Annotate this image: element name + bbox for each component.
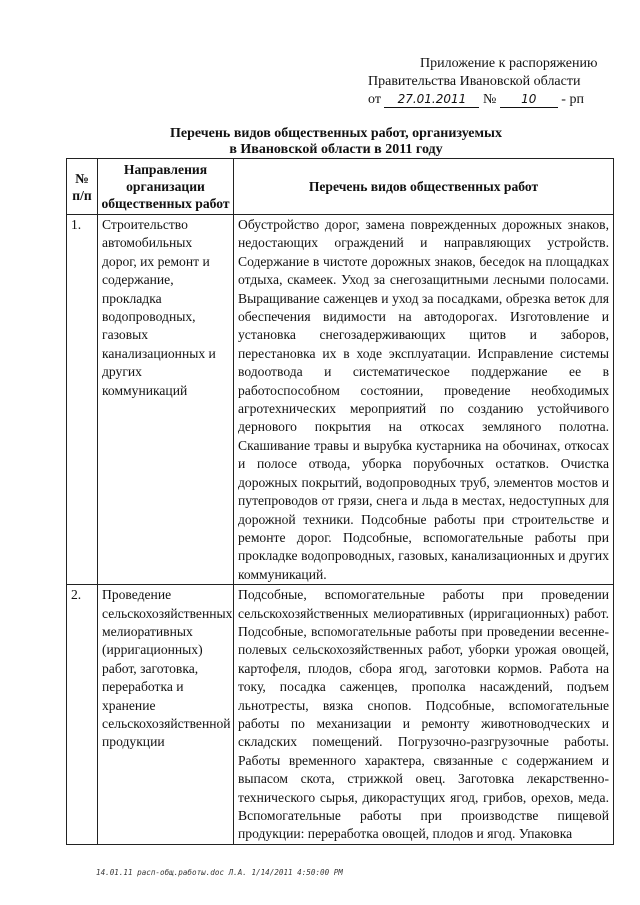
header-direction: Направления организации общественных работ [98,159,234,215]
table-row [67,585,614,845]
works-table [66,158,614,845]
row-direction: Проведение сельскохозяйственных мелиоративных (ирригационных) работ, заготовка, переработка и хранение сельскохозяйственной продукции [98,585,234,845]
header-num: № п/п [67,159,98,215]
file-footer: 14.01.11 расп-общ.работы.doc Л.А. 1/14/2011 4:50:00 PM [96,868,343,877]
row-list: Подсобные, вспомогательные работы при проведении сельскохозяйственных мелиоративных (ирригационных) работ. Подсобные, вспомогательные работы при проведении весенне-полевых сельскохозяйственных работ, уборки урожая овощей, картофеля, плодов, сбора ягод, заготовки кормов. Работа на току, посадка саженцев, прополка насаждений, подъем льнотресты, вязка снопов. Подсобные, вспомогательные работы по механизации и ремонту животноводческих и складских помещений. Погрузочно-разгрузочные работы. Работы временного характера, связанные с содержанием и выпасом скота, стрижкой овец. Заготовка лекарственно-технического сырья, дикорастущих ягод, грибов, орехов, меда. Вспомогательные работы при производстве пищевой продукции: переработка овощей, плодов и ягод. Упаковка [234,585,614,845]
row-num: 2. [67,585,98,845]
document-title [96,126,576,158]
title-line-2: в Ивановской области в 2011 году [229,142,443,157]
number-suffix: - рп [561,92,584,107]
header-list: Перечень видов общественных работ [234,159,614,215]
header-line-3 [368,91,608,109]
row-num: 1. [67,215,98,585]
table-row [67,215,614,585]
table-header-row [67,159,614,215]
header-line-2: Правительства Ивановской области [368,74,581,89]
handwritten-number: 10 [500,91,558,108]
number-label: № [482,92,497,107]
handwritten-date: 27.01.2011 [384,91,479,108]
approval-header [368,55,608,109]
title-line-1: Перечень видов общественных работ, организуемых [170,126,502,141]
header-line-1: Приложение к распоряжению [420,56,598,71]
row-direction: Строительство автомобильных дорог, их ремонт и содержание, прокладка водопроводных, газовых канализационных и других коммуникаций [98,215,234,585]
row-list: Обустройство дорог, замена поврежденных дорожных знаков, недостающих ограждений и направляющих устройств. Содержание в чистоте дорожных знаков, беседок на площадках отдыха, скамеек. Уход за снегозащитными лесными полосами. Выращивание саженцев и уход за посадками, обрезка веток для обеспечения видимости на автодорогах. Изготовление и установка снегозадерживающих щитов и заборов, перестановка их в ходе эксплуатации. Исправление системы водоотвода и систематическое поддержание ее в работоспособном состоянии, проведение необходимых агротехнических мероприятий по созданию устойчивого дернового покрытия на откосах земляного полотна. Скашивание травы и вырубка кустарника на обочинах, откосах и полосе отвода, уборка порубочных остатков. Очистка дорожных покрытий, водопроводных труб, элементов мостов и путепроводов от грязи, снега и льда в местах, недоступных для дорожной техники. Подсобные работы при строительстве и ремонте дорог. Подсобные, вспомогательные работы при прокладке водопроводных, газовых, канализационных и других коммуникаций. [234,215,614,585]
from-label: от [368,92,381,107]
